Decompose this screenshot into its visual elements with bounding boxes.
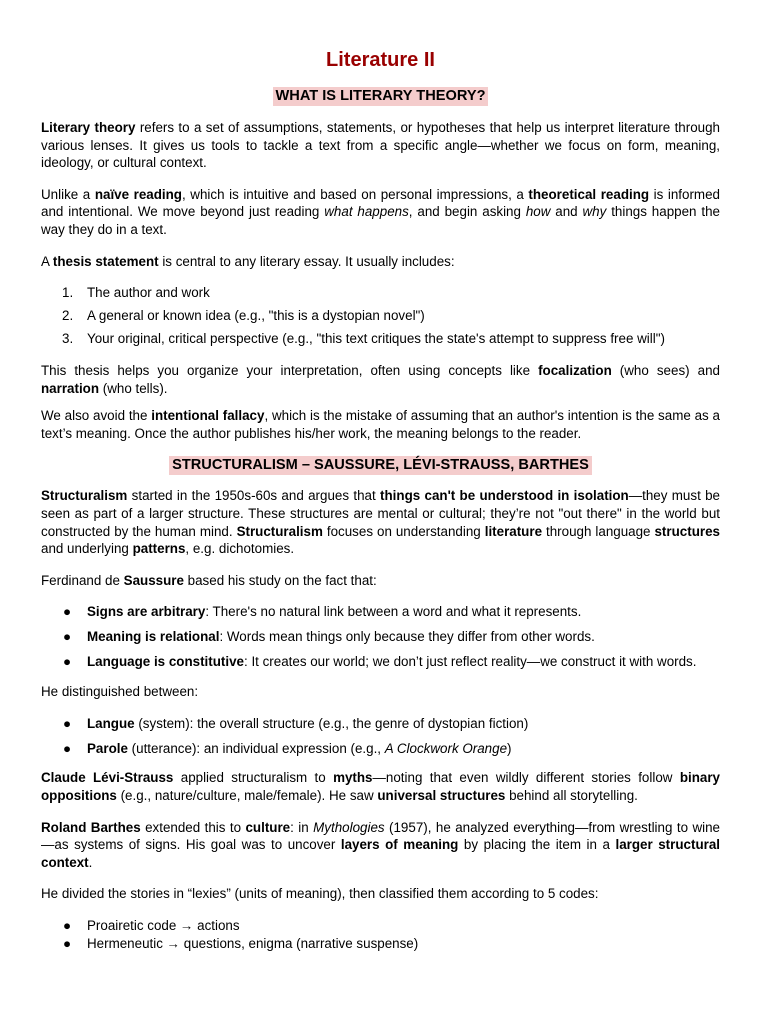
text-run: and — [550, 204, 583, 220]
list-item-text — [87, 716, 528, 731]
bold-term: intentional fallacy — [151, 408, 265, 424]
text-run: through language — [542, 523, 655, 539]
bold-term: thesis statement — [52, 253, 159, 269]
bold-term: narration — [41, 380, 100, 396]
langue-parole-list — [41, 715, 720, 758]
text-run: He distinguished between: — [41, 684, 199, 700]
text-run: Unlike a — [41, 186, 95, 202]
bold-term: Literary theory — [41, 120, 136, 135]
text-run: This thesis helps you organize your interpretation, often using concepts like — [41, 362, 539, 378]
text-run: refers to a set of assumptions, statements, or hypotheses that help us interpret literature through various lenses. It gives us tools to tackle a text from a specific angle—whether we focus on form, meaning, ideology, or cultural context. — [41, 120, 720, 171]
bold-term: layers of meaning — [340, 837, 459, 853]
italic-term: A Clockwork Orange — [384, 740, 508, 756]
text-run: behind all storytelling. — [505, 787, 638, 803]
paragraph-naive-vs-theoretical — [41, 186, 720, 239]
bold-term: culture — [245, 819, 291, 835]
text-run: (who sees) and — [611, 362, 720, 378]
bold-term: universal structures — [377, 787, 506, 803]
section-heading-structuralism: STRUCTURALISM – SAUSSURE, LÉVI-STRAUSS, BARTHES — [169, 456, 592, 475]
text-run: applied structuralism to — [173, 770, 334, 786]
list-item-text — [87, 936, 418, 951]
text-run: Ferdinand de — [41, 572, 124, 588]
bold-term: naïve reading — [94, 186, 182, 202]
list-item — [41, 628, 720, 646]
list-item-text — [87, 604, 581, 619]
paragraph-distinguished — [41, 683, 720, 701]
page-title: Literature II — [326, 49, 435, 71]
list-item-text — [87, 654, 696, 669]
text-run: A — [41, 253, 53, 269]
bold-term: Langue — [87, 715, 135, 731]
text-run: Proairetic code → actions — [87, 917, 240, 933]
text-run: things happen the way they do in a text. — [41, 204, 720, 237]
text-run: based his study on the fact that: — [183, 572, 377, 588]
paragraph-literary-theory-definition — [41, 119, 720, 172]
bold-term: Signs are arbitrary — [87, 604, 206, 620]
list-item-text — [87, 741, 512, 756]
section-heading-literary-theory: WHAT IS LITERARY THEORY? — [273, 87, 489, 106]
bold-term: Parole — [87, 740, 128, 756]
list-item — [41, 715, 720, 733]
paragraph-structuralism-intro — [41, 487, 720, 557]
list-item — [41, 653, 720, 671]
italic-term: how — [525, 204, 551, 220]
bullet-icon: ● — [63, 715, 72, 731]
list-item — [41, 935, 720, 953]
list-number: 2. — [62, 308, 74, 324]
text-run: , which is intuitive and based on personal impressions, a — [182, 186, 529, 202]
list-item — [41, 917, 720, 935]
bullet-icon: ● — [63, 629, 72, 645]
text-run: (who tells). — [99, 380, 168, 396]
list-item-text — [87, 918, 240, 933]
text-run: and underlying — [41, 541, 133, 557]
paragraph-focalization — [41, 362, 720, 397]
list-number: 3. — [62, 331, 74, 347]
bold-term: Roland Barthes — [41, 819, 141, 835]
list-item-text: The author and work — [87, 285, 210, 301]
paragraph-lexies — [41, 885, 720, 903]
paragraph-barthes — [41, 819, 720, 872]
bullet-icon: ● — [63, 936, 72, 951]
list-item — [41, 330, 720, 348]
paragraph-saussure — [41, 572, 720, 590]
bullet-icon: ● — [63, 604, 72, 620]
text-run: —they must be seen as part of a larger structure. These structures are mental or cultural; they’re not "out there" in the world but constructed by the human mind. — [41, 488, 721, 539]
bold-term: Meaning is relational — [87, 629, 220, 645]
list-number: 1. — [62, 285, 74, 301]
text-run: (e.g., nature/culture, male/female). He saw — [116, 787, 378, 803]
list-item — [41, 603, 720, 621]
text-run: : in — [290, 819, 314, 835]
bold-term: Saussure — [123, 572, 184, 588]
bold-term: larger structural context — [41, 837, 720, 870]
text-run: , e.g. dichotomies. — [185, 541, 295, 557]
paragraph-thesis-statement — [41, 253, 720, 271]
paragraph-intentional-fallacy — [41, 407, 720, 442]
text-run: ) — [507, 740, 512, 756]
bold-term: binary oppositions — [41, 770, 720, 803]
text-run: is informed and intentional. We move beyond just reading — [41, 186, 720, 220]
section-heading-wrap — [41, 87, 720, 106]
thesis-components-list — [41, 284, 720, 348]
text-run: : It creates our world; we don’t just reflect reality—we construct it with words. — [244, 654, 697, 670]
list-item-text — [87, 629, 595, 644]
text-run: : There's no natural link between a word and what it represents. — [205, 604, 582, 620]
text-run: (utterance): an individual expression (e.g., — [127, 740, 385, 756]
text-run: , and begin asking — [408, 204, 526, 220]
bullet-icon: ● — [63, 917, 72, 933]
list-item — [41, 740, 720, 758]
text-run: focuses on understanding — [322, 523, 485, 539]
italic-term: why — [582, 204, 607, 220]
bold-term: Claude Lévi-Strauss — [41, 770, 174, 786]
bullet-icon: ● — [63, 654, 72, 670]
text-run: —noting that even wildly different stories follow — [372, 770, 680, 786]
paragraph-levi-strauss — [41, 769, 720, 804]
text-run: extended this to — [140, 819, 246, 835]
bold-term: Structuralism — [236, 523, 323, 539]
bold-term: myths — [333, 770, 373, 786]
bold-term: theoretical reading — [528, 186, 650, 202]
text-run: by placing the item in a — [458, 837, 616, 853]
bold-term: Language is constitutive — [87, 654, 244, 670]
saussure-bullet-list — [41, 603, 720, 671]
text-run: We also avoid the — [41, 408, 152, 424]
text-run: is central to any literary essay. It usually includes: — [158, 253, 455, 269]
list-item-text: A general or known idea (e.g., "this is a dystopian novel") — [87, 308, 425, 324]
text-run: He divided the stories in “lexies” (units of meaning), then classified them according to 5 codes: — [41, 886, 599, 902]
bold-term: literature — [484, 523, 543, 539]
text-run: , which is the mistake of assuming that an author's intention is the same as a text’s meaning. Once the author publishes his/her work, the meaning belongs to the reader. — [41, 408, 720, 441]
bold-term: patterns — [132, 541, 186, 557]
bold-term: things can't be understood in isolation — [380, 488, 629, 504]
list-item-text: Your original, critical perspective (e.g., "this text critiques the state's attempt to suppress free will") — [87, 331, 665, 347]
bold-term: structures — [654, 523, 720, 539]
text-run: started in the 1950s-60s and argues that — [127, 488, 381, 504]
text-run: : Words mean things only because they differ from other words. — [219, 629, 595, 645]
codes-bullet-list — [41, 917, 720, 953]
italic-term: what happens — [324, 204, 409, 220]
list-item — [41, 284, 720, 302]
text-run: (system): the overall structure (e.g., the genre of dystopian fiction) — [134, 715, 529, 731]
text-run: (1957), he analyzed everything—from wrestling to wine—as systems of signs. His goal was to uncover — [41, 819, 720, 853]
text-run: Hermeneutic → questions, enigma (narrative suspense) — [87, 936, 419, 951]
bold-term: Structuralism — [41, 488, 128, 504]
text-run: . — [88, 854, 93, 870]
section-heading-wrap — [41, 456, 720, 475]
bullet-icon: ● — [63, 740, 72, 756]
bold-term: focalization — [538, 362, 612, 378]
italic-term: Mythologies — [313, 819, 385, 835]
list-item — [41, 307, 720, 325]
